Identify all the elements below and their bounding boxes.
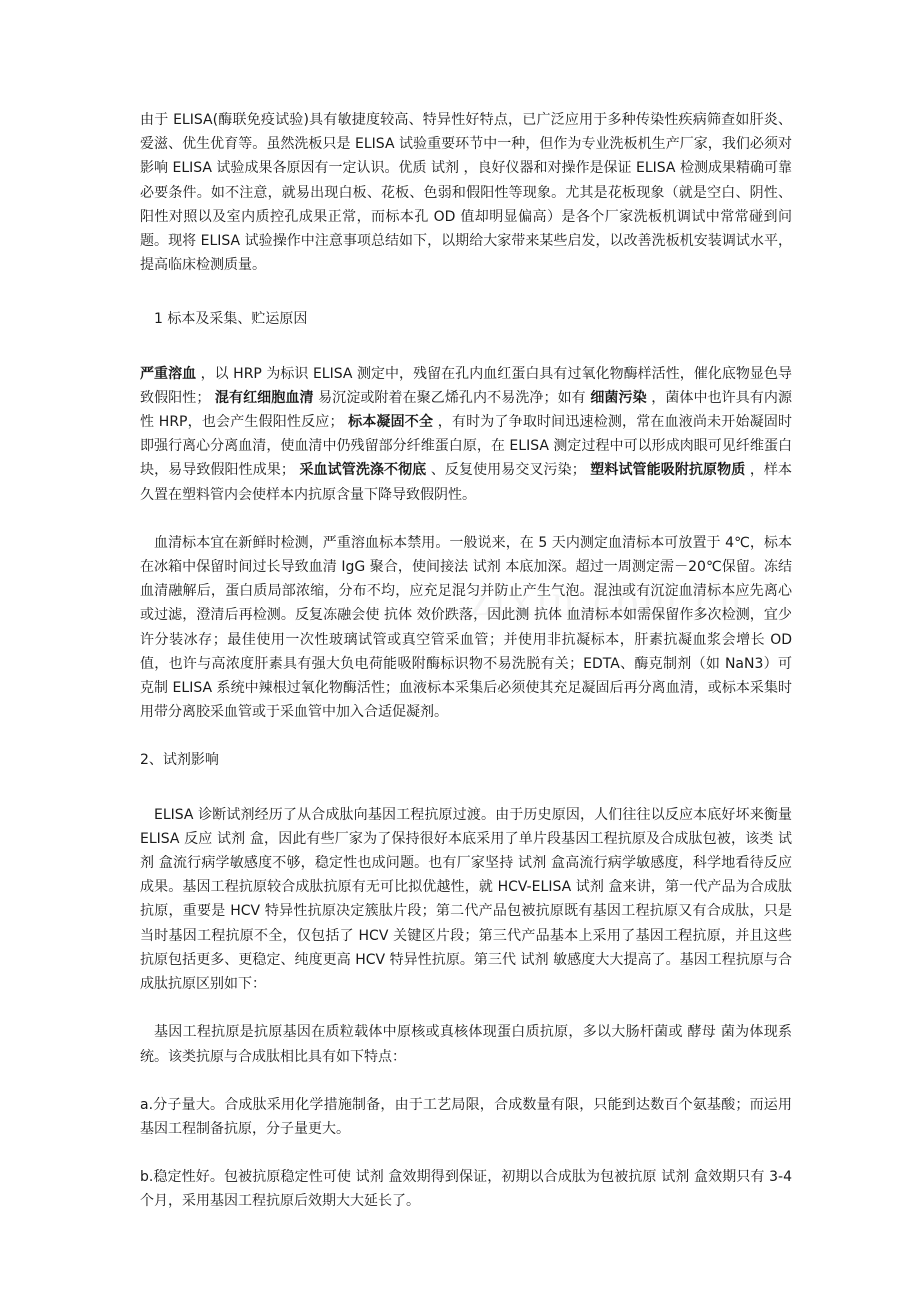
text-run: ，以 HRP 为标识 ELISA 测定中，残留在孔内血红蛋白具有过氧化物酶样活性，催化底物显色导致假阳性； <box>140 365 792 406</box>
section-1-paragraph-2: 血清标本宜在新鲜时检测，严重溶血标本禁用。一般说来，在 5 天内测定血清标本可放置于 4℃，标本在冰箱中保留时间过长导致血清 IgG 聚合，使间接法 试剂 本底加深。超过一周测定需－20℃保留。冻结血清融解后，蛋白质局部浓缩，分布不均，应充足混匀并防止产生气泡。混浊或有沉淀血清标本应先离心或过滤，澄清后再检测。反复冻融会使 抗体 效价跌落，因此测 抗体 血清标本如需保留作多次检测，宜少许分装冰存；最佳使用一次性玻璃试管或真空管采血管；并使用非抗凝标本，肝素抗凝血浆会增长 OD 值，也许与高浓度肝素具有强大负电荷能吸附酶标识物不易洗脱有关；EDTA、酶克制剂（如 NaN3）可克制 ELISA 系统中辣根过氧化物酶活性；血液标本采集后必须使其充足凝固后再分离血清，或标本采集时用带分离胶采血管或于采血管中加入合适促凝剂。 <box>140 534 792 721</box>
section-2-paragraph-1: ELISA 诊断试剂经历了从合成肽向基因工程抗原过渡。由于历史原因，人们往往以反应本底好坏来衡量 ELISA 反应 试剂 盒，因此有些厂家为了保持很好本底采用了单片段基因工程抗原及合成肽包被，该类 试剂 盒流行病学敏感度不够，稳定性也成问题。也有厂家坚持 试剂 盒高流行病学敏感度，科学地看待反应成果。基因工程抗原较合成肽抗原有无可比拟优越性，就 HCV-ELISA 试剂 盒来讲，第一代产品为合成肽抗原，重要是 HCV 特异性抗原决定簇肽片段；第二代产品包被抗原既有基因工程抗原又有合成肽，只是当时基因工程抗原不全，仅包括了 HCV 关键区片段；第三代产品基本上采用了基因工程抗原，并且这些抗原包括更多、更稳定、纯度更高 HCV 特异性抗原。第三代 试剂 敏感度大大提高了。基因工程抗原与合成肽抗原区别如下： <box>140 806 792 993</box>
section-1-heading: 1 标本及采集、贮运原因 <box>154 311 308 328</box>
text-run: 、反复使用易交叉污染； <box>426 462 591 479</box>
bold-term-plastic-tube: 塑料试管能吸附抗原物质 <box>590 462 746 479</box>
text-run: ，菌体中也许具有内源性 HRP，也会产生假阳性反应； <box>140 389 793 431</box>
text-run: ，有时为了争取时间迅速检测，常在血液尚未开始凝固时即强行离心分离血清，使血清中仍残留部分纤维蛋白原，在 ELISA 测定过程中可以形成肉眼可见纤维蛋白块，易导致假阳性成果； <box>140 414 792 479</box>
intro-paragraph: 由于 ELISA(酶联免疫试验)具有敏捷度较高、特异性好特点，已广泛应用于多种传染性疾病筛查如肝炎、爱滋、优生优育等。虽然洗板只是 ELISA 试验重要环节中一种，但作为专业洗板机生产厂家，我们必须对影响 ELISA 试验成果各原因有一定认识。优质 试剂 ，良好仪器和对操作是保证 ELISA 检测成果精确可靠必要条件。如不注意，就易出现白板、花板、色弱和假阳性等现象。尤其是花板现象（就是空白、阴性、阳性对照以及室内质控孔成果正常，而标本孔 OD 值却明显偏高）是各个厂家洗板机调试中常常碰到问题。现将 ELISA 试验操作中注意事项总结如下，以期给大家带来某些启发，以改善洗板机安装调试水平，提高临床检测质量。 <box>140 112 792 274</box>
bold-term-incomplete-clotting: 标本凝固不全 <box>348 414 434 431</box>
section-2-item-b: b.稳定性好。包被抗原稳定性可使 试剂 盒效期得到保证，初期以合成肽为包被抗原 试剂 盒效期只有 3-4 个月，采用基因工程抗原后效期大大延长了。 <box>140 1169 792 1210</box>
bold-term-hemolysis: 严重溶血 <box>140 365 197 382</box>
bold-term-bacterial-contamination: 细菌污染 <box>590 389 647 406</box>
bold-term-tube-washing: 采血试管洗涤不彻底 <box>299 462 427 479</box>
text-run: 易沉淀或附着在聚乙烯孔内不易洗净；如有 <box>313 389 591 406</box>
document-body <box>140 108 792 1214</box>
section-1-paragraph-1 <box>140 362 792 507</box>
text-run: ，样本久置在塑料管内会使样本内抗原含量下降导致假阴性。 <box>140 462 793 503</box>
section-2-item-a: a.分子量大。合成肽采用化学措施制备，由于工艺局限，合成数量有限，只能到达数百个氨基酸；而运用基因工程制备抗原，分子量更大。 <box>140 1096 792 1137</box>
section-2-paragraph-2: 基因工程抗原是抗原基因在质粒载体中原核或真核体现蛋白质抗原，多以大肠杆菌或 酵母 菌为体现系统。该类抗原与合成肽相比具有如下特点： <box>140 1024 792 1065</box>
section-2-heading: 2、试剂影响 <box>140 752 219 769</box>
bold-term-rbc-serum: 混有红细胞血清 <box>214 389 314 406</box>
